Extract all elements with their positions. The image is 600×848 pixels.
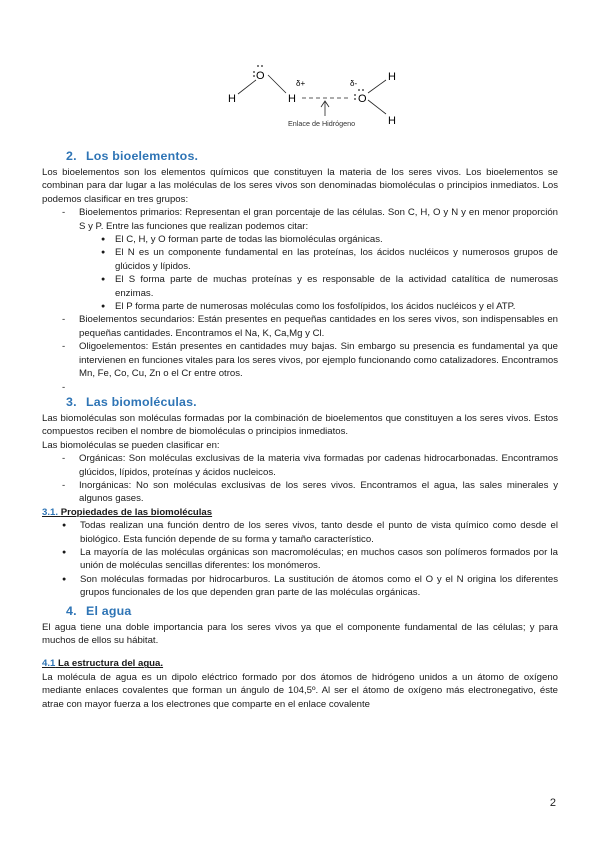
lone-pair-dot (253, 71, 255, 73)
bullet-list (79, 233, 558, 313)
lone-pair-dot (362, 89, 364, 91)
paragraph: Las biomoléculas se pueden clasificar en: (42, 439, 220, 451)
paragraph: Los bioelementos son los elementos químicos que constituyen la materia de los seres vivos. Los bioelementos se combinan para dar lugar a las moléculas de los seres vivos son denominadas biomoléculas o principios inmediatos. Los podemos clasificar en tres grupos: (42, 167, 558, 205)
section-number: 3. (66, 394, 77, 409)
lone-pair-dot (253, 75, 255, 77)
hydrogen-right-bottom: H (388, 115, 396, 127)
subsection-title: Propiedades de las biomoléculas (60, 506, 213, 518)
paragraph: La molécula de agua es un dipolo eléctrico formado por dos átomos de hidrógeno unidos a un átomo de oxígeno mediante enlaces covalentes que forman un ángulo de 104,5º. Al ser el átomo de oxígeno más electronegativo, éste atrae con mayor fuerza a los electrones que comparte en el enlace covalente (42, 671, 558, 710)
section-heading-bioelementos (66, 148, 558, 164)
hydrogen-bond-diagram (222, 60, 412, 130)
covalent-bond (268, 75, 286, 93)
delta-minus-label: δ- (350, 79, 358, 88)
covalent-bond (238, 80, 256, 94)
list-item-text: Bioelementos primarios: Representan el gran porcentaje de las células. Son C, H, O y N y en menor proporción S y P. Entre las funciones que realizan podemos citar: (79, 207, 558, 232)
bullet-list (42, 519, 558, 599)
hydrogen-bridge: H (288, 93, 296, 105)
dash-list (42, 206, 558, 394)
list-item (42, 206, 558, 313)
subsection-title: La estructura del agua. (58, 658, 164, 670)
bullet-item: ● Todas realizan una función dentro de los seres vivos, tanto desde el punto de vista químico como desde el biológico. Esta función depende de su forma y tamaño característico. (42, 519, 558, 546)
page-number: 2 (549, 797, 556, 809)
lone-pair-dot (261, 65, 263, 67)
paragraph: El agua tiene una doble importancia para los seres vivos ya que el componente fundamental de las células; y para muchos de ellos su hábitat. (42, 621, 558, 646)
bullet-item: ● El N es un componente fundamental en las proteínas, los ácidos nucléicos y numerosos grupos de glúcidos y lípidos. (79, 246, 558, 273)
water-molecules-svg (222, 60, 412, 130)
section-title: Los bioelementos. (86, 149, 199, 163)
hydrogen-left: H (228, 93, 236, 105)
empty-list-item (42, 381, 558, 394)
section-title: Las biomoléculas. (86, 394, 197, 409)
bullet-item: ● La mayoría de las moléculas orgánicas son macromoléculas; en muchos casos son polímeros formados por la unión de moléculas sencillas diferentes: los monómeros. (42, 546, 558, 573)
covalent-bond (368, 80, 386, 93)
subsection-number: 3.1. (42, 506, 59, 518)
list-item: - Orgánicas: Son moléculas exclusivas de la materia viva formadas por cadenas hidrocarbonadas. Encontramos glúcidos, lípidos, proteínas y ácidos nucleicos. (42, 452, 558, 479)
paragraph: Las biomoléculas son moléculas formadas por la combinación de bioelementos que constituyen a los seres vivos. Estos compuestos reciben el nombre de biomoléculas o principios inmediatos. (42, 412, 558, 438)
subsection-heading (42, 657, 558, 670)
section-heading-biomoleculas (66, 394, 558, 410)
oxygen-left: O (256, 70, 265, 82)
bullet-item: ● Son moléculas formadas por hidrocarburos. La sustitución de átomos como el O y el N origina los diferentes grupos funcionales de los que dependen gran parte de las moléculas orgánicas. (42, 573, 558, 600)
subsection-heading (42, 506, 558, 519)
lone-pair-dot (354, 98, 356, 100)
section-number: 4. (66, 603, 77, 618)
bullet-item: ● El C, H, y O forman parte de todas las biomoléculas orgánicas. (79, 233, 558, 246)
hydrogen-bond-caption: Enlace de Hidrógeno (288, 119, 356, 128)
lone-pair-dot (257, 65, 259, 67)
lone-pair-dot (358, 89, 360, 91)
section-number: 2. (66, 149, 77, 163)
delta-plus-label: δ+ (296, 79, 306, 88)
list-item: - Bioelementos secundarios: Están presentes en pequeñas cantidades en los seres vivos, son indispensables en pequeñas cantidades. Encontramos el Na, K, Ca,Mg y Cl. (42, 313, 558, 340)
lone-pair-dot (354, 94, 356, 96)
bullet-item: ● El S forma parte de muchas proteínas y es responsable de la actividad catalítica de numerosas enzimas. (79, 273, 558, 300)
subsection-number: 4.1 (42, 658, 56, 670)
main-content (42, 148, 558, 711)
section-heading-agua (66, 603, 558, 619)
list-item: - Inorgánicas: No son moléculas exclusivas de los seres vivos. Encontramos el agua, las sales minerales y algunos gases. (42, 479, 558, 506)
dash-list (42, 452, 558, 506)
oxygen-right: O (358, 93, 367, 105)
hydrogen-right-top: H (388, 71, 396, 83)
section-title: El agua (86, 603, 132, 618)
covalent-bond (368, 100, 386, 114)
bullet-item: ● El P forma parte de numerosas moléculas como los fosfolípidos, los ácidos nucléicos y el ATP. (79, 300, 558, 313)
list-item: - Oligoelementos: Están presentes en cantidades muy bajas. Sin embargo su presencia es fundamental ya que intervienen en funciones vitales para los seres vivos, por ejemplo funcionando como catalizadores. Encontramos Mn, Fe, Co, Cu, Zn o el Cr entre otros. (42, 340, 558, 380)
